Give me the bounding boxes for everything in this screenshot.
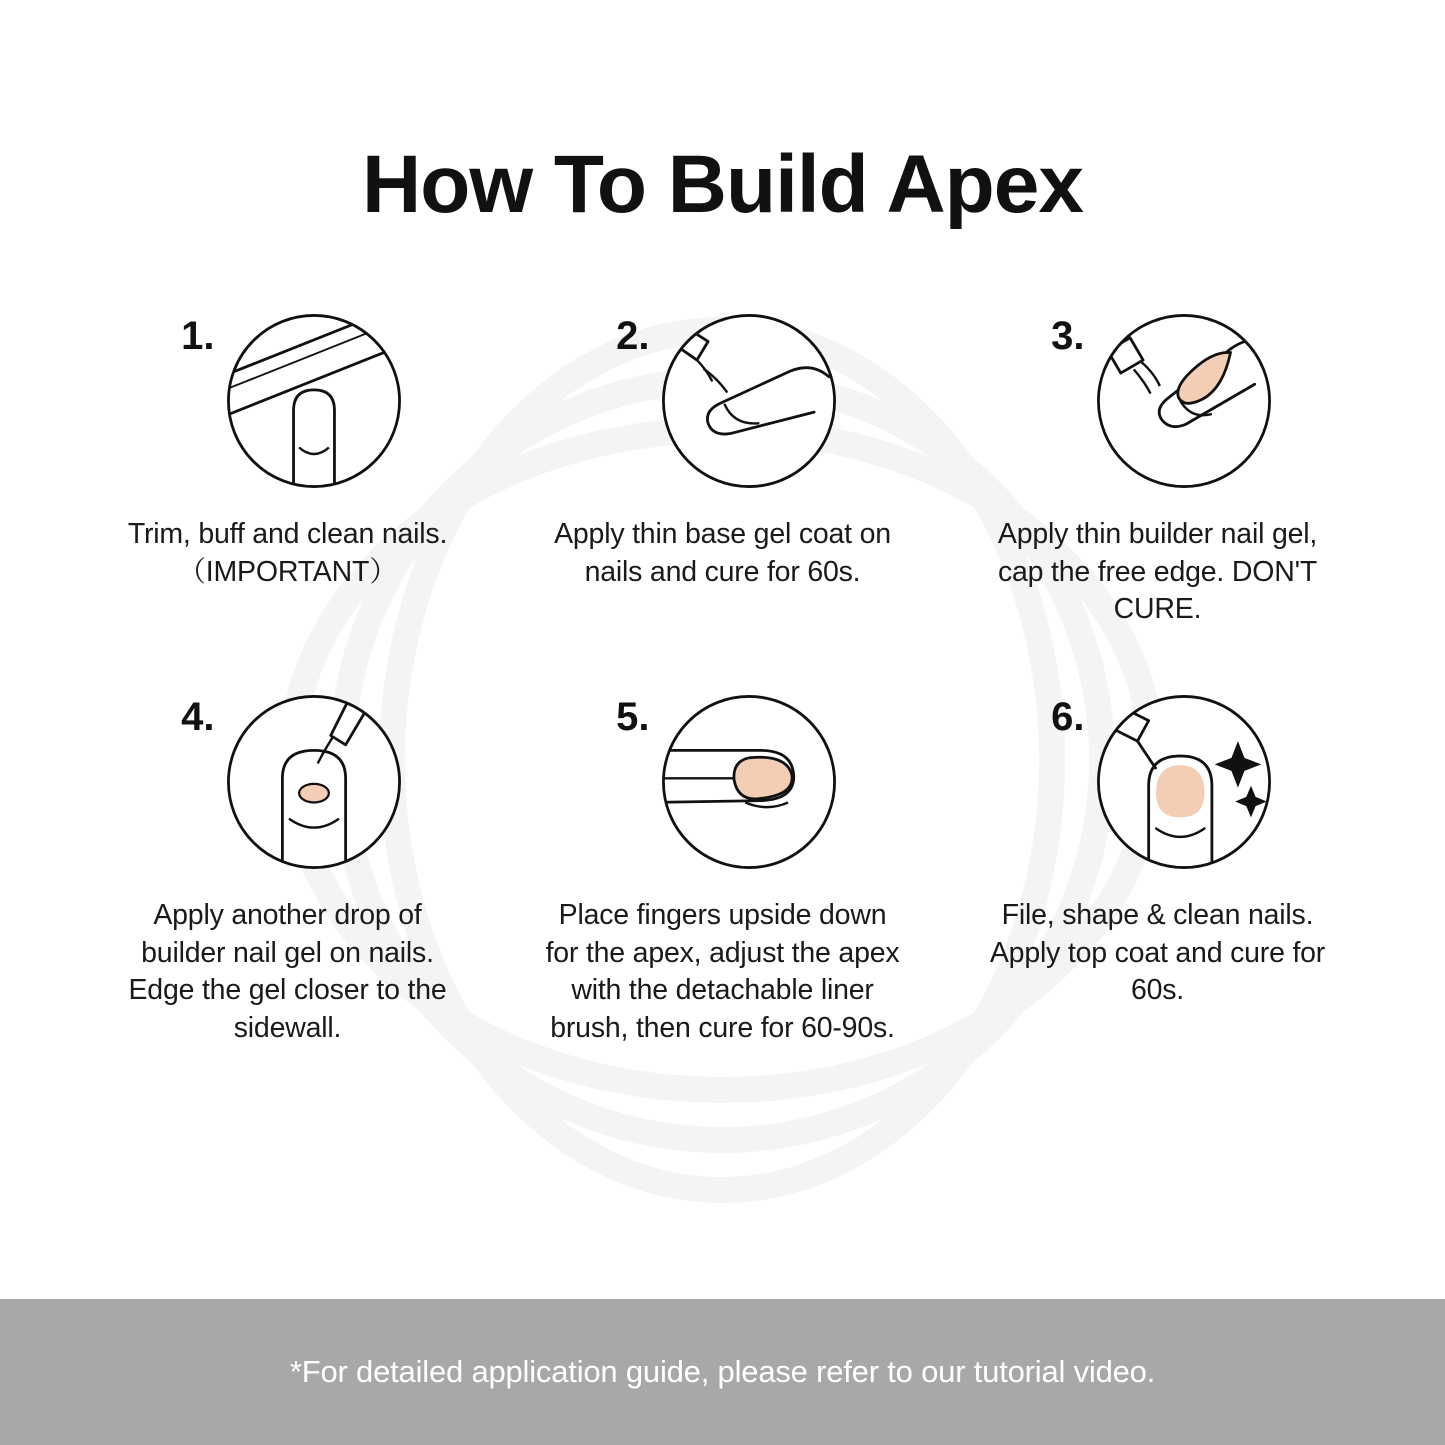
finger-upside-down-icon (656, 689, 842, 875)
step-1-caption: Trim, buff and clean nails.（IMPORTANT） (127, 518, 448, 588)
step-2-number: 2. (616, 314, 650, 359)
step-6-top (940, 689, 1375, 875)
step-4-number: 4. (181, 695, 215, 740)
file-shape-sparkle-icon (1091, 689, 1277, 875)
step-2-caption: Apply thin base gel coat on nails and cure for 60s. (554, 518, 891, 588)
footer-band (0, 1299, 1445, 1445)
steps-grid (0, 308, 1445, 1047)
nail-file-buffing-icon (221, 308, 407, 494)
step-4 (70, 689, 505, 1047)
step-4-caption: Apply another drop of builder nail gel on nails. Edge the gel closer to the sidewall. (128, 899, 447, 1044)
step-5 (505, 689, 940, 1047)
step-3-caption: Apply thin builder nail gel, cap the free edge. DON'T CURE. (997, 518, 1318, 626)
step-6-number: 6. (1051, 695, 1085, 740)
page-title: How To Build Apex (362, 139, 1083, 230)
step-1-top (70, 308, 505, 494)
step-3-number: 3. (1051, 314, 1085, 359)
step-2 (505, 308, 940, 629)
step-6 (940, 689, 1375, 1047)
brush-builder-gel-icon (1091, 308, 1277, 494)
step-4-top (70, 689, 505, 875)
footer-note: *For detailed application guide, please refer to our tutorial video. (289, 1354, 1156, 1389)
step-3-top (940, 308, 1375, 494)
step-5-caption: Place fingers upside down for the apex, adjust the apex with the detachable liner brush, then cure for 60-90s. (545, 899, 900, 1044)
step-1 (70, 308, 505, 629)
gel-drop-on-nail-icon (221, 689, 407, 875)
step-5-number: 5. (616, 695, 650, 740)
step-2-top (505, 308, 940, 494)
step-6-caption: File, shape & clean nails. Apply top coat and cure for 60s. (989, 899, 1326, 1007)
step-5-top (505, 689, 940, 875)
brush-base-coat-icon (656, 308, 842, 494)
step-1-number: 1. (181, 314, 215, 359)
step-3 (940, 308, 1375, 629)
